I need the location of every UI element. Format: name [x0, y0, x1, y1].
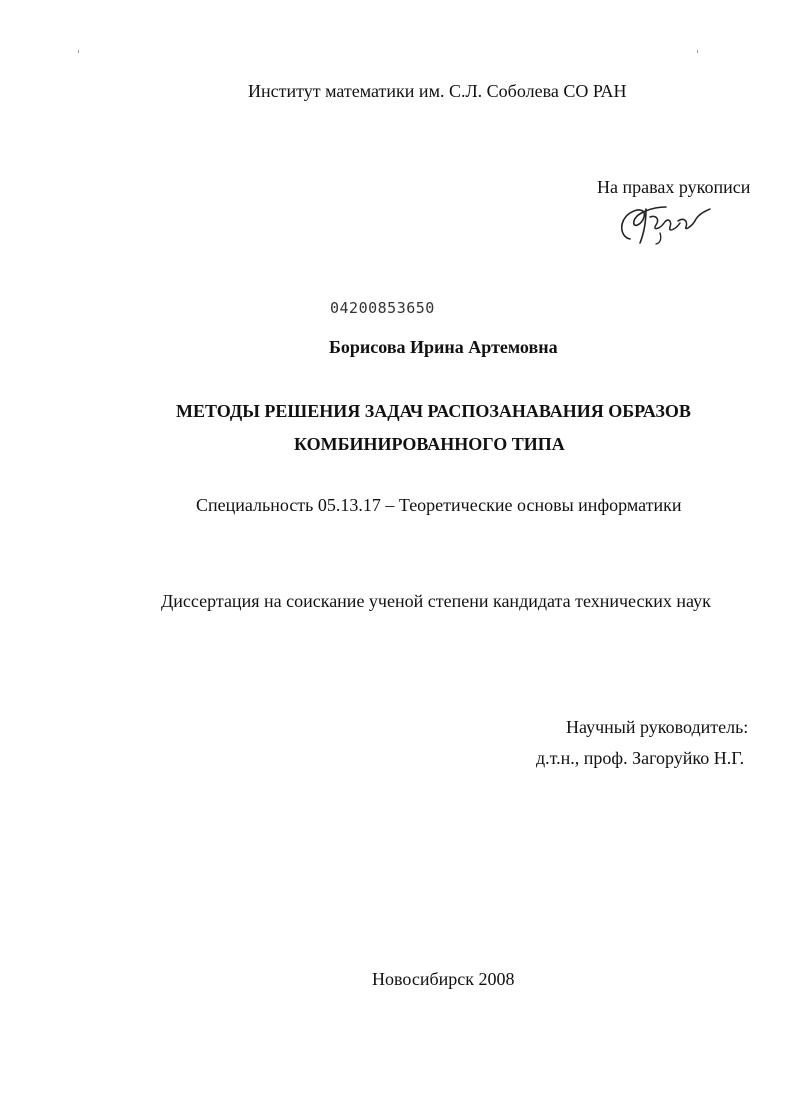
- dissertation-type: Диссертация на соискание ученой степени кандидата технических наук: [161, 591, 711, 611]
- author-name: Борисова Ирина Артемовна: [329, 337, 558, 357]
- archive-code: 04200853650: [330, 299, 435, 317]
- scan-speck: [697, 50, 698, 53]
- institute-name: Институт математики им. С.Л. Соболева СО РАН: [248, 81, 627, 101]
- specialty: Специальность 05.13.17 – Теоретические основы информатики: [196, 495, 682, 515]
- handwritten-signature: [616, 199, 712, 245]
- scan-speck: [78, 50, 79, 53]
- thesis-title-line-2: КОМБИНИРОВАННОГО ТИПА: [294, 434, 565, 454]
- thesis-title-line-1: МЕТОДЫ РЕШЕНИЯ ЗАДАЧ РАСПОЗАНАВАНИЯ ОБРАЗОВ: [176, 401, 691, 421]
- rights-notice: На правах рукописи: [597, 177, 751, 197]
- supervisor-label: Научный руководитель:: [566, 717, 749, 737]
- city-year: Новосибирск 2008: [372, 969, 515, 989]
- supervisor-name: д.т.н., проф. Загоруйко Н.Г.: [536, 748, 745, 768]
